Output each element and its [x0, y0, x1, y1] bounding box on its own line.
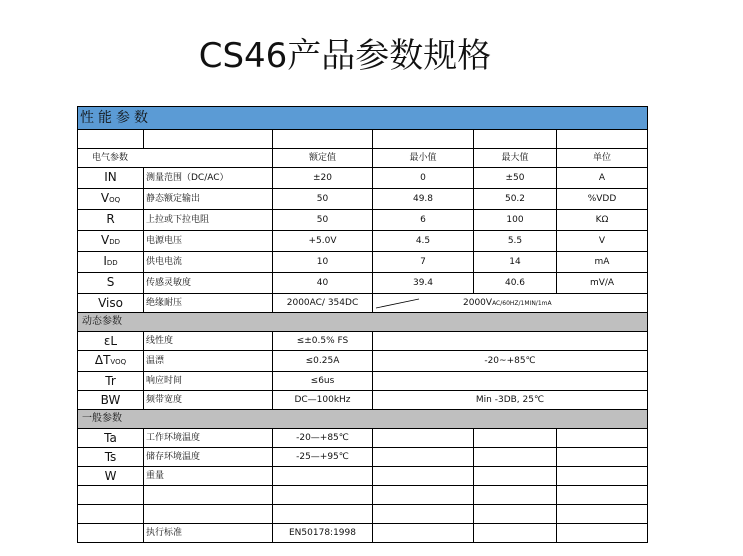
- param-symbol: VDD: [78, 231, 144, 252]
- param-unit: A: [557, 168, 648, 189]
- param-symbol: Ts: [78, 448, 144, 467]
- param-value: ≤6us: [273, 372, 373, 391]
- header-unit: 单位: [557, 149, 648, 168]
- param-desc: 测量范围（DC/AC）: [144, 168, 273, 189]
- table-row: [78, 448, 648, 467]
- param-spec: [373, 332, 648, 351]
- param-desc: 线性度: [144, 332, 273, 351]
- param-nominal: 10: [273, 252, 373, 273]
- param-max: 100: [474, 210, 557, 231]
- param-symbol: IDD: [78, 252, 144, 273]
- header-param: 电气参数: [78, 149, 273, 168]
- param-desc: 工作环境温度: [144, 429, 273, 448]
- table-row: [78, 391, 648, 410]
- table-row: [78, 372, 648, 391]
- param-value: -25—+95℃: [273, 448, 373, 467]
- section-title: 一般参数: [78, 410, 648, 429]
- param-desc: 重量: [144, 467, 273, 486]
- table-row-viso: [78, 294, 648, 313]
- param-unit: V: [557, 231, 648, 252]
- param-spec: Min -3DB, 25℃: [373, 391, 648, 410]
- param-symbol: IN: [78, 168, 144, 189]
- param-max: 50.2: [474, 189, 557, 210]
- param-symbol: R: [78, 210, 144, 231]
- param-min: 6: [373, 210, 474, 231]
- param-symbol: ΔTVOQ: [78, 351, 144, 372]
- param-desc: 传感灵敏度: [144, 273, 273, 294]
- param-max: 40.6: [474, 273, 557, 294]
- table-row: [78, 189, 648, 210]
- blank-row: [78, 130, 648, 149]
- section-title: 动态参数: [78, 313, 648, 332]
- table-row: [78, 273, 648, 294]
- section-title: 性能参数: [78, 107, 648, 130]
- param-symbol: S: [78, 273, 144, 294]
- blank-row: [78, 505, 648, 524]
- table-row: [78, 168, 648, 189]
- param-symbol: BW: [78, 391, 144, 410]
- param-desc: 静态额定输出: [144, 189, 273, 210]
- param-value: ≤0.25A: [273, 351, 373, 372]
- header-min: 最小值: [373, 149, 474, 168]
- param-max: ±50: [474, 168, 557, 189]
- column-header-row: [78, 149, 648, 168]
- param-nominal: 2000AC/ 354DC: [273, 294, 373, 313]
- param-unit: mA: [557, 252, 648, 273]
- param-nominal: +5.0V: [273, 231, 373, 252]
- header-max: 最大值: [474, 149, 557, 168]
- header-nominal: 额定值: [273, 149, 373, 168]
- section-header-performance: [78, 107, 648, 130]
- param-min: 49.8: [373, 189, 474, 210]
- param-spec: [373, 372, 648, 391]
- table-row: [78, 467, 648, 486]
- table-row: [78, 429, 648, 448]
- param-unit: %VDD: [557, 189, 648, 210]
- param-min: 7: [373, 252, 474, 273]
- param-symbol: Tr: [78, 372, 144, 391]
- param-desc: 储存环境温度: [144, 448, 273, 467]
- param-desc: 温漂: [144, 351, 273, 372]
- param-symbol: Ta: [78, 429, 144, 448]
- viso-spec-small: AC/60HZ/1MIN/1mA: [492, 300, 552, 307]
- param-min: 4.5: [373, 231, 474, 252]
- table-row: [78, 332, 648, 351]
- viso-spec-main: 2000V: [463, 298, 493, 308]
- param-desc: 频带宽度: [144, 391, 273, 410]
- param-symbol: εL: [78, 332, 144, 351]
- table-row: [78, 351, 648, 372]
- param-nominal: ±20: [273, 168, 373, 189]
- diagonal-line-mark: [375, 296, 421, 310]
- param-value: -20—+85℃: [273, 429, 373, 448]
- param-spec: -20~+85℃: [373, 351, 648, 372]
- param-desc: 响应时间: [144, 372, 273, 391]
- param-nominal: 50: [273, 210, 373, 231]
- param-desc: 绝缘耐压: [144, 294, 273, 313]
- param-desc: 供电电流: [144, 252, 273, 273]
- param-symbol: W: [78, 467, 144, 486]
- param-nominal: 50: [273, 189, 373, 210]
- param-value: DC—100kHz: [273, 391, 373, 410]
- blank-row: [78, 486, 648, 505]
- section-header-general: [78, 410, 648, 429]
- table-row: [78, 210, 648, 231]
- table-row-standard: [78, 524, 648, 543]
- spec-table: [77, 106, 648, 543]
- param-unit: KΩ: [557, 210, 648, 231]
- param-min: 39.4: [373, 273, 474, 294]
- param-max: 5.5: [474, 231, 557, 252]
- param-desc: 电源电压: [144, 231, 273, 252]
- param-value: [273, 467, 373, 486]
- param-desc: 上拉或下拉电阻: [144, 210, 273, 231]
- viso-spec-cell: [373, 294, 648, 313]
- param-symbol: Viso: [78, 294, 144, 313]
- section-header-dynamic: [78, 313, 648, 332]
- param-value: ≤±0.5% FS: [273, 332, 373, 351]
- param-max: 14: [474, 252, 557, 273]
- standard-value: EN50178:1998: [273, 524, 373, 543]
- table-row: [78, 231, 648, 252]
- param-unit: mV/A: [557, 273, 648, 294]
- table-row: [78, 252, 648, 273]
- param-min: 0: [373, 168, 474, 189]
- param-symbol: VOQ: [78, 189, 144, 210]
- standard-label: 执行标准: [144, 524, 273, 543]
- page-title: CS46产品参数规格: [198, 36, 492, 76]
- param-nominal: 40: [273, 273, 373, 294]
